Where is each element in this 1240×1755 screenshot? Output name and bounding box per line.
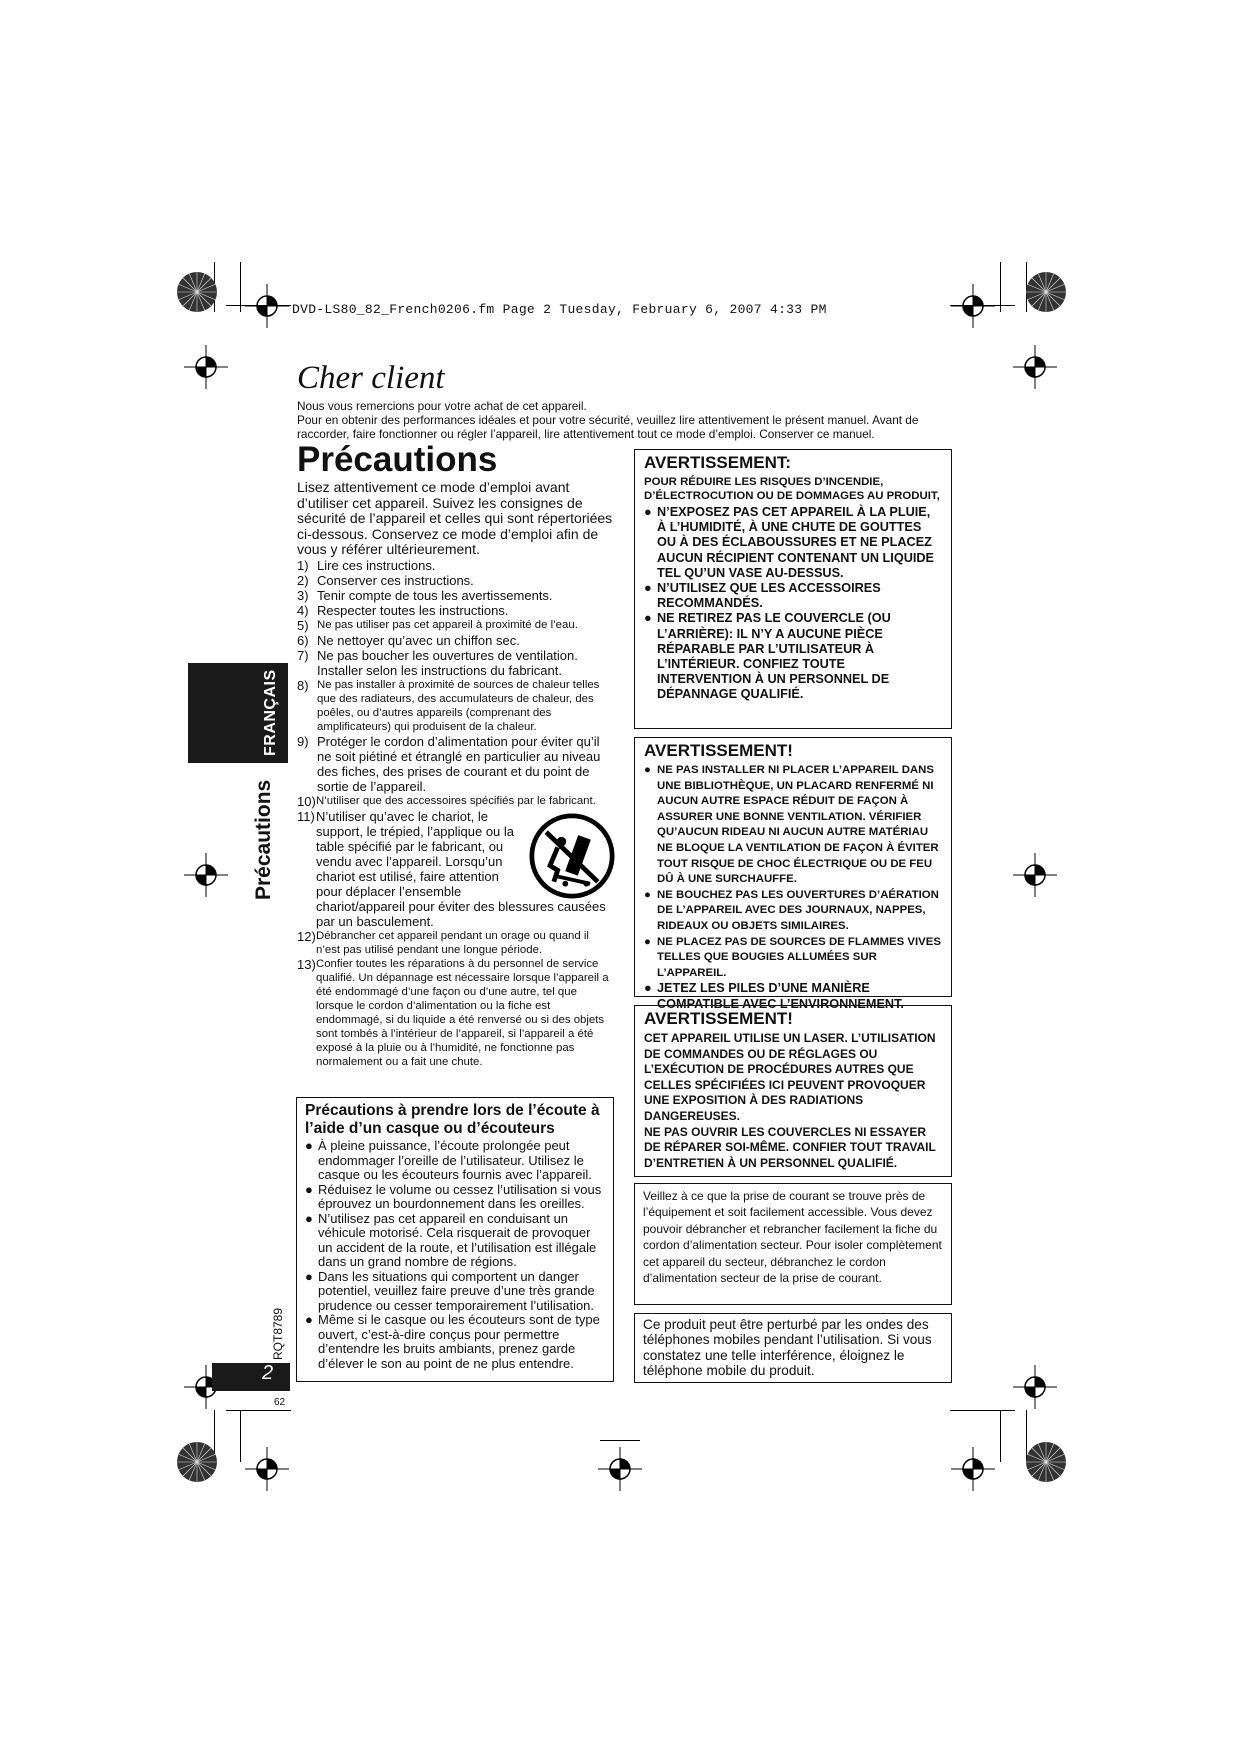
list-item: 4) Respecter toutes les instructions. [297, 603, 509, 618]
mobile-note-box [634, 1313, 952, 1383]
list-item: ● NE RETIREZ PAS LE COUVERCLE (OU L’ARRIÈRE): IL N’Y A AUCUNE PIÈCE RÉPARABLE PAR L’UTILISATEUR À L’INTÉRIEUR. CONFIEZ TOUTE INTERVENTION À UN PERSONNEL DE DÉPANNAGE QUALIFIÉ. [644, 611, 891, 702]
crosshair-target-icon [1013, 853, 1057, 897]
list-item: 10) N’utiliser que des accessoires spécifiés par le fabricant. [297, 794, 596, 809]
list-item: 1) Lire ces instructions. [297, 558, 436, 573]
intro-text [297, 399, 947, 441]
list-item: 5) Ne pas utiliser pas cet appareil à proximité de l’eau. [297, 618, 578, 633]
registration-wheel-icon [1024, 1440, 1068, 1484]
crosshair-target-icon [1013, 345, 1057, 389]
list-item: ● Réduisez le volume ou cessez l’utilisation si vous éprouvez un bourdonnement dans les oreilles. [305, 1181, 602, 1211]
warning-subtitle: POUR RÉDUIRE LES RISQUES D’INCENDIE, D’ÉLECTROCUTION OU DE DOMMAGES AU PRODUIT, [644, 476, 940, 502]
registration-wheel-icon [175, 1440, 219, 1484]
warning-box-laser [634, 1005, 952, 1177]
list-item: 7) Ne pas boucher les ouvertures de ventilation. Installer selon les instructions du fabricant. [297, 648, 578, 678]
crosshair-target-icon [598, 1447, 642, 1491]
crosshair-target-icon [184, 853, 228, 897]
warning-title: AVERTISSEMENT: [644, 453, 792, 472]
list-item: ● JETEZ LES PILES D’UNE MANIÈRE COMPATIBLE AVEC L’ENVIRONNEMENT. [644, 981, 904, 1011]
crosshair-target-icon [245, 284, 289, 328]
headphones-box [296, 1097, 614, 1382]
file-info-header: DVD-LS80_82_French0206.fm Page 2 Tuesday, February 6, 2007 4:33 PM [292, 302, 827, 317]
cart-warning-icon [529, 813, 615, 899]
list-item: 2) Conserver ces instructions. [297, 573, 474, 588]
intro-line-1: Nous vous remercions pour votre achat de cet appareil. [297, 399, 587, 413]
list-item: 6) Ne nettoyer qu’avec un chiffon sec. [297, 633, 520, 648]
list-item: ● NE BOUCHEZ PAS LES OUVERTURES D’AÉRATION DE L’APPAREIL AVEC DES JOURNAUX, NAPPES, RIDEAUX OU OBJETS SIMILAIRES. [644, 888, 939, 932]
list-item: ● À pleine puissance, l’écoute prolongée peut endommager l’oreille de l’utilisateur. Utilisez le casque ou les écouteurs fournis avec l’appareil. [305, 1138, 592, 1182]
headphones-title: Précautions à prendre lors de l’écoute à l’aide d’un casque ou d’écouteurs [305, 1102, 600, 1137]
list-item: ● Même si le casque ou les écouteurs sont de type ouvert, c’est-à-dire conçus pour permettre d’entendre les bruits ambiants, prenez garde d’élever le son au point de ne plus entendre. [305, 1312, 600, 1371]
outlet-note-box [634, 1183, 952, 1305]
list-item: ● NE PLACEZ PAS DE SOURCES DE FLAMMES VIVES TELLES QUE BOUGIES ALLUMÉES SUR L’APPAREIL. [644, 935, 941, 979]
crosshair-target-icon [245, 1447, 289, 1491]
language-label: FRANÇAIS [262, 669, 279, 757]
list-item: 12) Débrancher cet appareil pendant un orage ou quand il n’est pas utilisé pendant une longue période. [297, 929, 589, 956]
warning-title: AVERTISSEMENT! [644, 741, 793, 760]
list-item: 9) Protéger le cordon d’alimentation pour éviter qu’il ne soit piétiné et étranglé en particulier au niveau des fiches, des prises de courant et du point de sortie de l’appareil. [297, 734, 601, 794]
precautions-heading: Précautions [297, 440, 498, 479]
list-item: ● Dans les situations qui comportent un danger potentiel, veuillez faire preuve d’une très grande prudence ou cesser temporairement l’utilisation. [305, 1268, 595, 1313]
model-code: RQT8789 [271, 1307, 285, 1360]
warning-title: AVERTISSEMENT! [644, 1009, 793, 1028]
crosshair-target-icon [951, 1447, 995, 1491]
list-item: ● N’UTILISEZ QUE LES ACCESSOIRES RECOMMANDÉS. [644, 581, 881, 611]
list-item: ● N’utilisez pas cet appareil en conduisant un véhicule motorisé. Cela risquerait de provoquer un accident de la route, et l’utilisation est illégale dans un grand nombre de régions. [305, 1210, 597, 1269]
page-number: 2 [262, 1362, 274, 1384]
list-item: 11) N’utiliser qu’avec le chariot, le support, le trépied, l’applique ou la table spécifié par le fabricant, ou vendu avec l’appareil. Lorsqu’un chariot est utilisé, faire attention pour déplacer l’ensemble chariot/appareil pour éviter des blessures causées par un basculement. [297, 809, 615, 929]
page-total: 62 [274, 1397, 286, 1408]
registration-wheel-icon [175, 270, 219, 314]
laser-warning-text: CET APPAREIL UTILISE UN LASER. L’UTILISATION DE COMMANDES OU DE RÉGLAGES OU L’EXÉCUTION DE PROCÉDURES AUTRES QUE CELLES SPÉCIFIÉES ICI PEUVENT PROVOQUER UNE EXPOSITION À DES RADIATIONS DANGEREUSES. [644, 1031, 936, 1123]
page-number-box [212, 1363, 290, 1391]
outlet-note-text: Veillez à ce que la prise de courant se trouve près de l’équipement et soit facilement accessible. Vous devez pouvoir débrancher et rebrancher facilement la fiche du cordon d’alimentation secteur. Pour isoler complètement cet appareil du secteur, débranchez le cordon d’alimentation secteur de la prise de courant. [643, 1189, 942, 1286]
mobile-note-text: Ce produit peut être perturbé par les ondes des téléphones mobiles pendant l’utilisation. Si vous constatez une telle interférence, éloignez le téléphone mobile du produit. [643, 1317, 932, 1379]
page-title: Cher client [297, 360, 445, 396]
crosshair-target-icon [951, 284, 995, 328]
precautions-list [297, 558, 615, 1069]
headphones-bullets [305, 1139, 605, 1371]
laser-service-text: NE PAS OUVRIR LES COUVERCLES NI ESSAYER DE RÉPARER SOI-MÊME. CONFIER TOUT TRAVAIL D’ENTRETIEN À UN PERSONNEL QUALIFIÉ. [644, 1124, 936, 1170]
list-item: 8) Ne pas installer à proximité de sources de chaleur telles que des radiateurs, des accumulateurs de chaleur, des poêles, ou d’autres appareils (comprenant des amplificateurs) qui produisent de la chaleur. [297, 678, 600, 733]
crosshair-target-icon [1013, 1365, 1057, 1409]
intro-line-2: Pour en obtenir des performances idéales et pour votre sécurité, veuillez lire attentivement le présent manuel. Avant de raccorder, faire fonctionner ou régler l’appareil, lire attentivement tout ce mode d’emploi. Conserver ce manuel. [297, 413, 919, 441]
list-item: 3) Tenir compte de tous les avertissements. [297, 588, 553, 603]
precautions-lead: Lisez attentivement ce mode d’emploi avant d’utiliser cet appareil. Suivez les consignes de sécurité de l’appareil et celles qui sont répertoriées ci-dessous. Conservez ce mode d’emploi afin de vous y référer ultérieurement. [297, 479, 613, 557]
list-item: 13) Confier toutes les réparations à du personnel de service qualifié. Un dépannage est nécessaire lorsque l’appareil a été endommagé d’une façon ou d’une autre, tel que lorsque le cordon d’alimentation ou la fiche est endommagé, si du liquide a été renversé ou si des objets sont tombés à l’intérieur de l’appareil, si l’appareil a été exposé à la pluie ou à l’humidité, ne fonctionne pas normalement ou a fait une chute. [297, 957, 609, 1068]
list-item: ● N’EXPOSEZ PAS CET APPAREIL À LA PLUIE, À L’HUMIDITÉ, À UNE CHUTE DE GOUTTES OU À DES ÉCLABOUSSURES ET NE PLACEZ AUCUN RÉCIPIENT CONTENANT UN LIQUIDE TEL QU’UN VASE AU-DESSUS. [644, 505, 935, 580]
warning-box-fire [634, 449, 952, 729]
crosshair-target-icon [184, 345, 228, 389]
section-label: Précautions [252, 779, 275, 901]
warning-box-ventilation [634, 737, 952, 1011]
list-item: ● NE PAS INSTALLER NI PLACER L’APPAREIL DANS UNE BIBLIOTHÈQUE, UN PLACARD RENFERMÉ NI AUCUN AUTRE ESPACE RÉDUIT DE FAÇON À ASSURER UNE BONNE VENTILATION. VÉRIFIER QU’AUCUN RIDEAU NI AUCUN AUTRE MATÉRIAU NE BLOQUE LA VENTILATION DE FAÇON À ÉVITER TOUT RISQUE DE CHOC ÉLECTRIQUE OU DE FEU DÛ À UNE SURCHAUFFE. [644, 764, 939, 886]
registration-wheel-icon [1024, 270, 1068, 314]
